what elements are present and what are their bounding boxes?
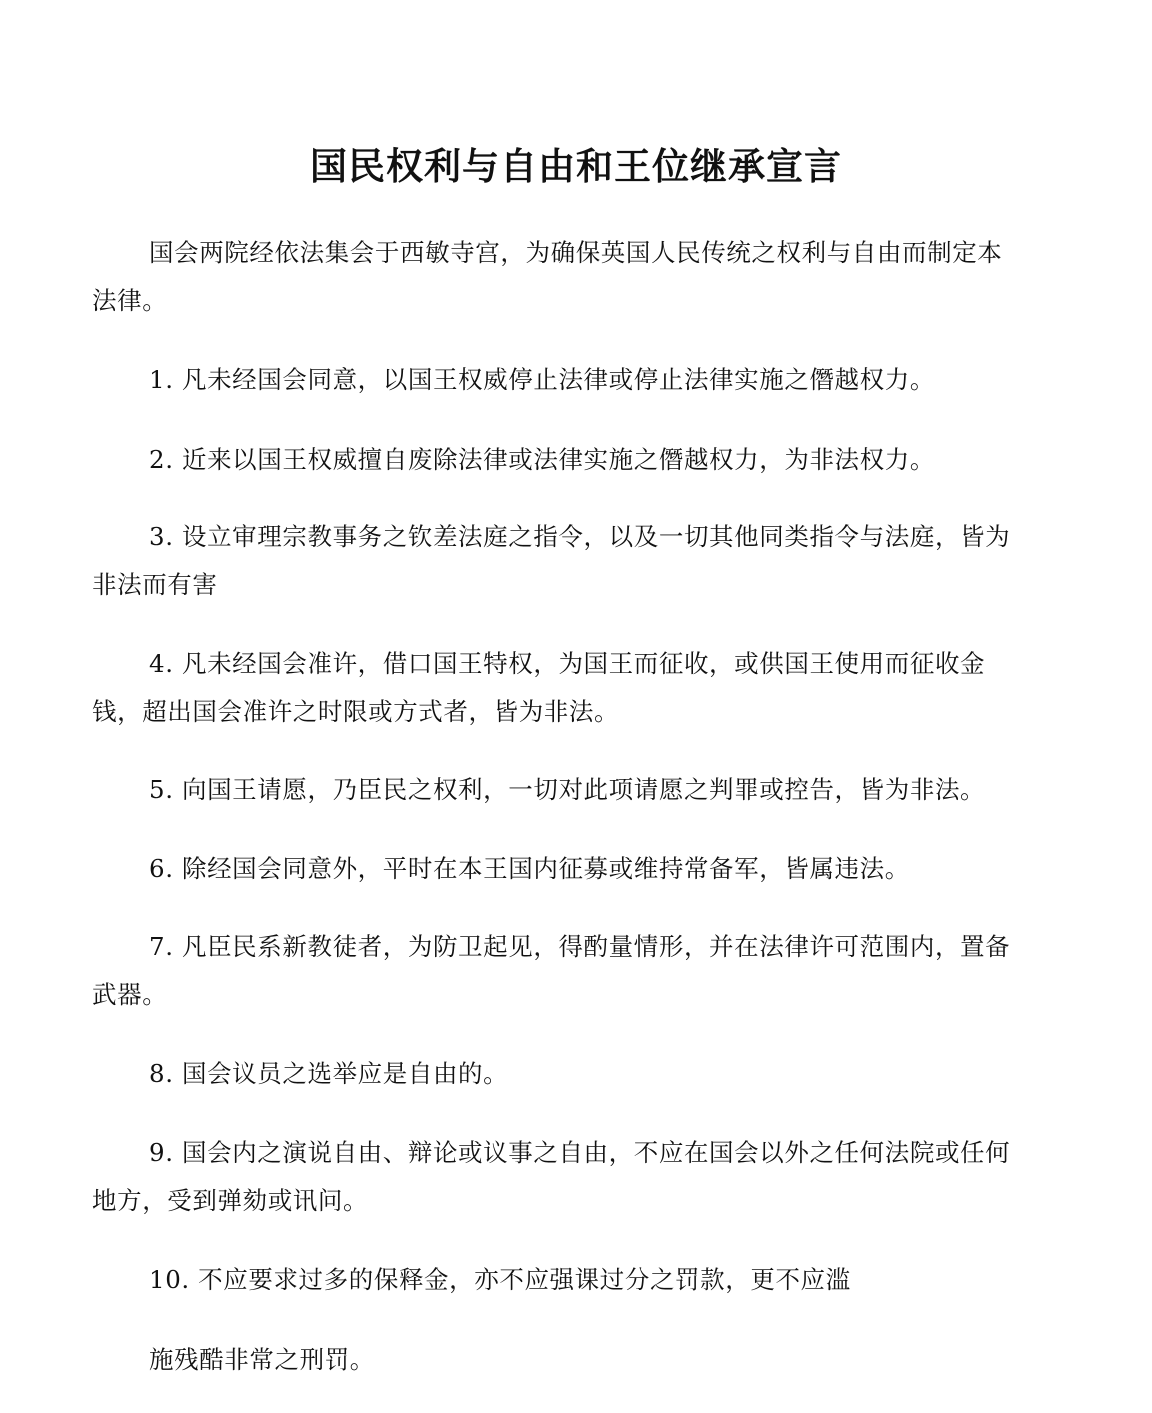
article-3: 3. 设立审理宗教事务之钦差法庭之指令，以及一切其他同类指令与法庭，皆为非法而有害 [92,522,1011,599]
article-5: 5. 向国王请愿，乃臣民之权利，一切对此项请愿之判罪或控告，皆为非法。 [149,775,986,804]
article-2: 2. 近来以国王权威擅自废除法律或法律实施之僭越权力，为非法权力。 [149,445,935,474]
article-6: 6. 除经国会同意外，平时在本王国内征募或维持常备军，皆属违法。 [149,854,910,883]
article-9: 9. 国会内之演说自由、辩论或议事之自由，不应在国会以外之任何法院或任何地方，受到弹劾或讯问。 [92,1138,1011,1215]
document-title: 国民权利与自由和王位继承宣言 [310,144,842,188]
preamble-paragraph: 国会两院经依法集会于西敏寺宫，为确保英国人民传统之权利与自由而制定本法律。 [92,238,1003,315]
article-10-continuation: 施残酷非常之刑罚。 [149,1345,375,1374]
article-10: 10. 不应要求过多的保释金，亦不应强课过分之罚款，更不应滥 [149,1265,851,1294]
article-8: 8. 国会议员之选举应是自由的。 [149,1059,509,1088]
article-4: 4. 凡未经国会准许，借口国王特权，为国王而征收，或供国王使用而征收金钱，超出国会准许之时限或方式者，皆为非法。 [92,649,986,726]
article-1: 1. 凡未经国会同意，以国王权威停止法律或停止法律实施之僭越权力。 [149,365,935,394]
article-7: 7. 凡臣民系新教徒者，为防卫起见，得酌量情形，并在法律许可范围内，置备武器。 [92,932,1011,1009]
